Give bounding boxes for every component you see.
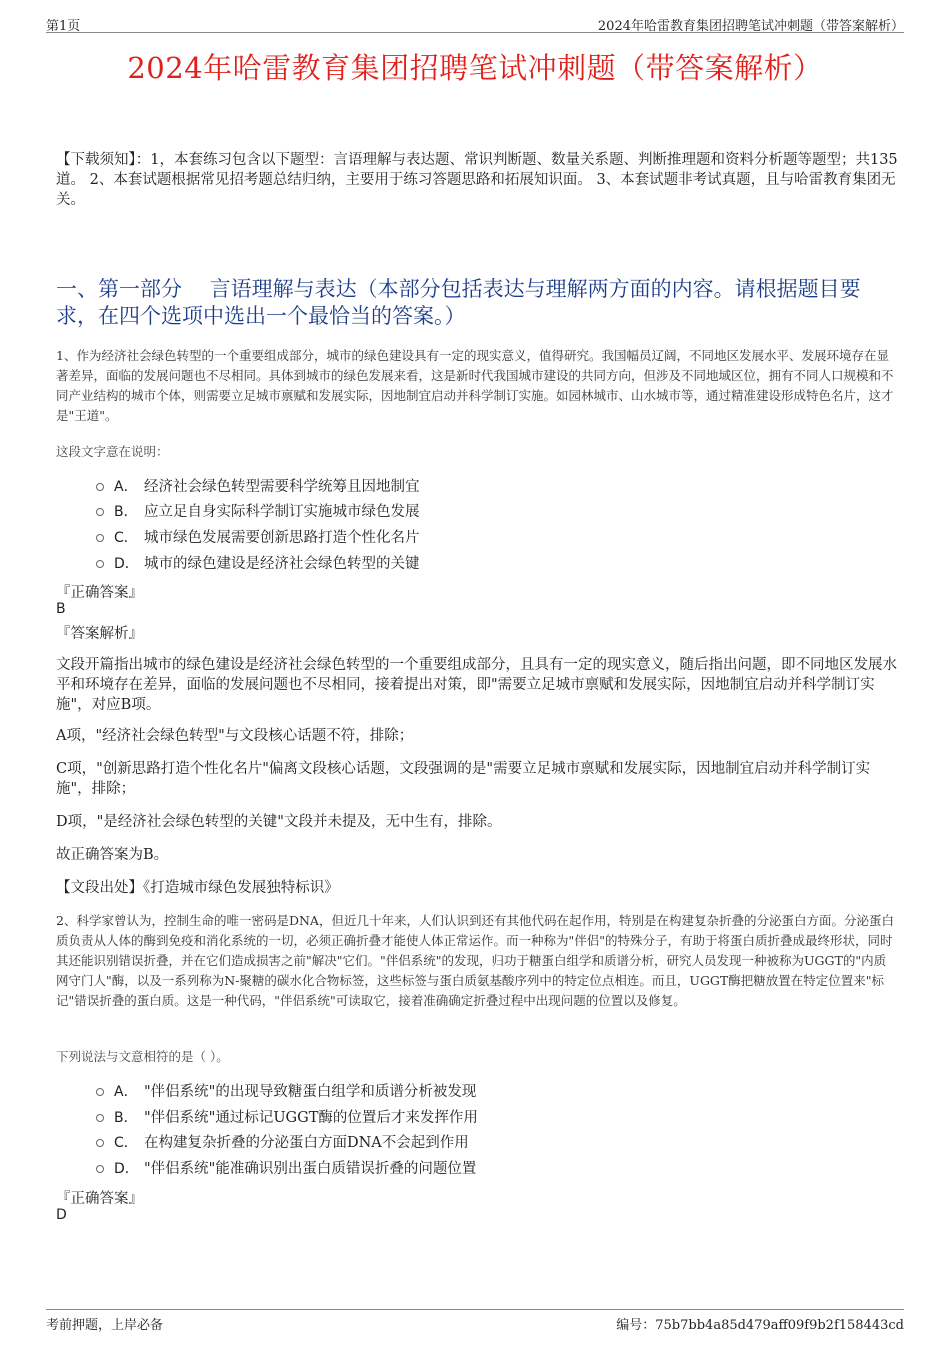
option-text: 在构建复杂折叠的分泌蛋白方面DNA不会起到作用 [144,1135,469,1151]
source-citation: 【文段出处】《打造城市绿色发展独特标识》 [56,880,339,896]
option-letter: A． [114,479,138,495]
analysis-paragraph: 故正确答案为B。 [56,847,169,863]
radio-icon[interactable] [96,1165,104,1173]
question-1-option-d[interactable] [96,554,420,574]
header-doc-title: 2024年哈雷教育集团招聘笔试冲刺题（带答案解析） [597,19,904,34]
option-text: "伴侣系统"的出现导致糖蛋白组学和质谱分析被发现 [144,1084,477,1100]
correct-answer: B [56,601,66,617]
radio-icon[interactable] [96,534,104,542]
answer-label: 『正确答案』 [56,585,143,601]
footer-divider [46,1309,904,1310]
analysis-paragraph: D项，"是经济社会绿色转型的关键"文段并未提及，无中生有，排除。 [56,814,502,830]
option-letter: C． [114,530,138,546]
page-number: 第1页 [46,19,81,34]
option-letter: D． [114,556,139,572]
question-2-option-a[interactable] [96,1082,476,1102]
option-text: 经济社会绿色转型需要科学统筹且因地制宜 [144,479,420,495]
download-notice: 【下载须知】：1，本套练习包含以下题型：言语理解与表达题、常识判断题、数量关系题、判断推理题和资料分析题等题型；共135道。 2、本套试题根据常见招考题总结归纳，主要用于练习答题思路和拓展知识面。 3、本套试题非考试真题，且与哈雷教育集团无关。 [56,152,898,208]
analysis-label: 『答案解析』 [56,626,143,642]
analysis-paragraph: A项，"经济社会绿色转型"与文段核心话题不符，排除； [56,728,414,744]
section-heading: 一、第一部分 言语理解与表达（本部分包括表达与理解两方面的内容。请根据题目要求，在四个选项中选出一个最恰当的答案。） [56,277,861,328]
analysis-paragraph: 文段开篇指出城市的绿色建设是经济社会绿色转型的一个重要组成部分，且具有一定的现实意义，随后指出问题，即不同地区发展水平和环境存在差异，面临的发展问题也不尽相同，接着提出对策，即"需要立足城市禀赋和发展实际，因地制宜启动并科学制订实施"，对应B项。 [56,657,897,713]
question-1-prompt: 这段文字意在说明： [56,444,169,459]
header-divider [46,32,904,33]
radio-icon[interactable] [96,1114,104,1122]
option-text: 城市的绿色建设是经济社会绿色转型的关键 [144,556,420,572]
question-2-option-d[interactable] [96,1159,476,1179]
question-1-option-b[interactable] [96,502,420,522]
question-1-stem: 1、作为经济社会绿色转型的一个重要组成部分，城市的绿色建设具有一定的现实意义，值得研究。我国幅员辽阔，不同地区发展水平、发展环境存在显著差异，面临的发展问题也不尽相同。具体到城市的绿色发展来看，这是新时代我国城市建设的共同方向，但涉及不同地域区位，拥有不同人口规模和不同产业结构的城市个体，则需要立足城市禀赋和发展实际，因地制宜启动并科学制订实施。如园林城市、山水城市等，通过精准建设形成特色名片，这才是"王道"。 [56,348,894,423]
question-2-stem: 2、科学家曾认为，控制生命的唯一密码是DNA，但近几十年来，人们认识到还有其他代码在起作用，特别是在构建复杂折叠的分泌蛋白方面。分泌蛋白质负责从人体的酶到免疫和消化系统的一切，必须正确折叠才能使人体正常运作。而一种称为"伴侣"的特殊分子，有助于将蛋白质折叠成最终形状，同时其还能识别错误折叠，并在它们造成损害之前"解决"它们。"伴侣系统"的发现，归功于糖蛋白组学和质谱分析，研究人员发现一种被称为UGGT的"内质网守门人"酶，以及一系列称为N-聚糖的碳水化合物标签，这些标签与蛋白质氨基酸序列中的特定位点相连。而且，UGGT酶把糖放置在特定位置来"标记"错误折叠的蛋白质。这是一种代码，"伴侣系统"可读取它，接着准确确定折叠过程中出现问题的位置以及修复。 [56,913,894,1008]
radio-icon[interactable] [96,1139,104,1147]
option-text: "伴侣系统"通过标记UGGT酶的位置后才来发挥作用 [144,1110,478,1126]
answer-label: 『正确答案』 [56,1191,143,1207]
question-2-prompt: 下列说法与文意相符的是（ ）。 [56,1049,229,1064]
question-1-option-c[interactable] [96,528,420,548]
radio-icon[interactable] [96,508,104,516]
footer-slogan: 考前押题，上岸必备 [46,1318,164,1333]
page-title: 2024年哈雷教育集团招聘笔试冲刺题（带答案解析） [127,51,823,85]
option-text: "伴侣系统"能准确识别出蛋白质错误折叠的问题位置 [144,1161,477,1177]
option-letter: B． [114,504,138,520]
question-2-option-c[interactable] [96,1133,469,1153]
question-2-option-b[interactable] [96,1108,478,1128]
question-1-option-a[interactable] [96,477,420,497]
option-letter: C． [114,1135,138,1151]
option-letter: A． [114,1084,138,1100]
option-text: 应立足自身实际科学制订实施城市绿色发展 [144,504,420,520]
radio-icon[interactable] [96,483,104,491]
option-letter: B． [114,1110,138,1126]
radio-icon[interactable] [96,1088,104,1096]
option-text: 城市绿色发展需要创新思路打造个性化名片 [144,530,420,546]
footer-serial-number: 编号：75b7bb4a85d479aff09f9b2f158443cd [616,1318,904,1333]
correct-answer: D [56,1207,67,1223]
radio-icon[interactable] [96,560,104,568]
analysis-paragraph: C项，"创新思路打造个性化名片"偏离文段核心话题，文段强调的是"需要立足城市禀赋和发展实际，因地制宜启动并科学制订实施"，排除； [56,761,871,797]
option-letter: D． [114,1161,139,1177]
